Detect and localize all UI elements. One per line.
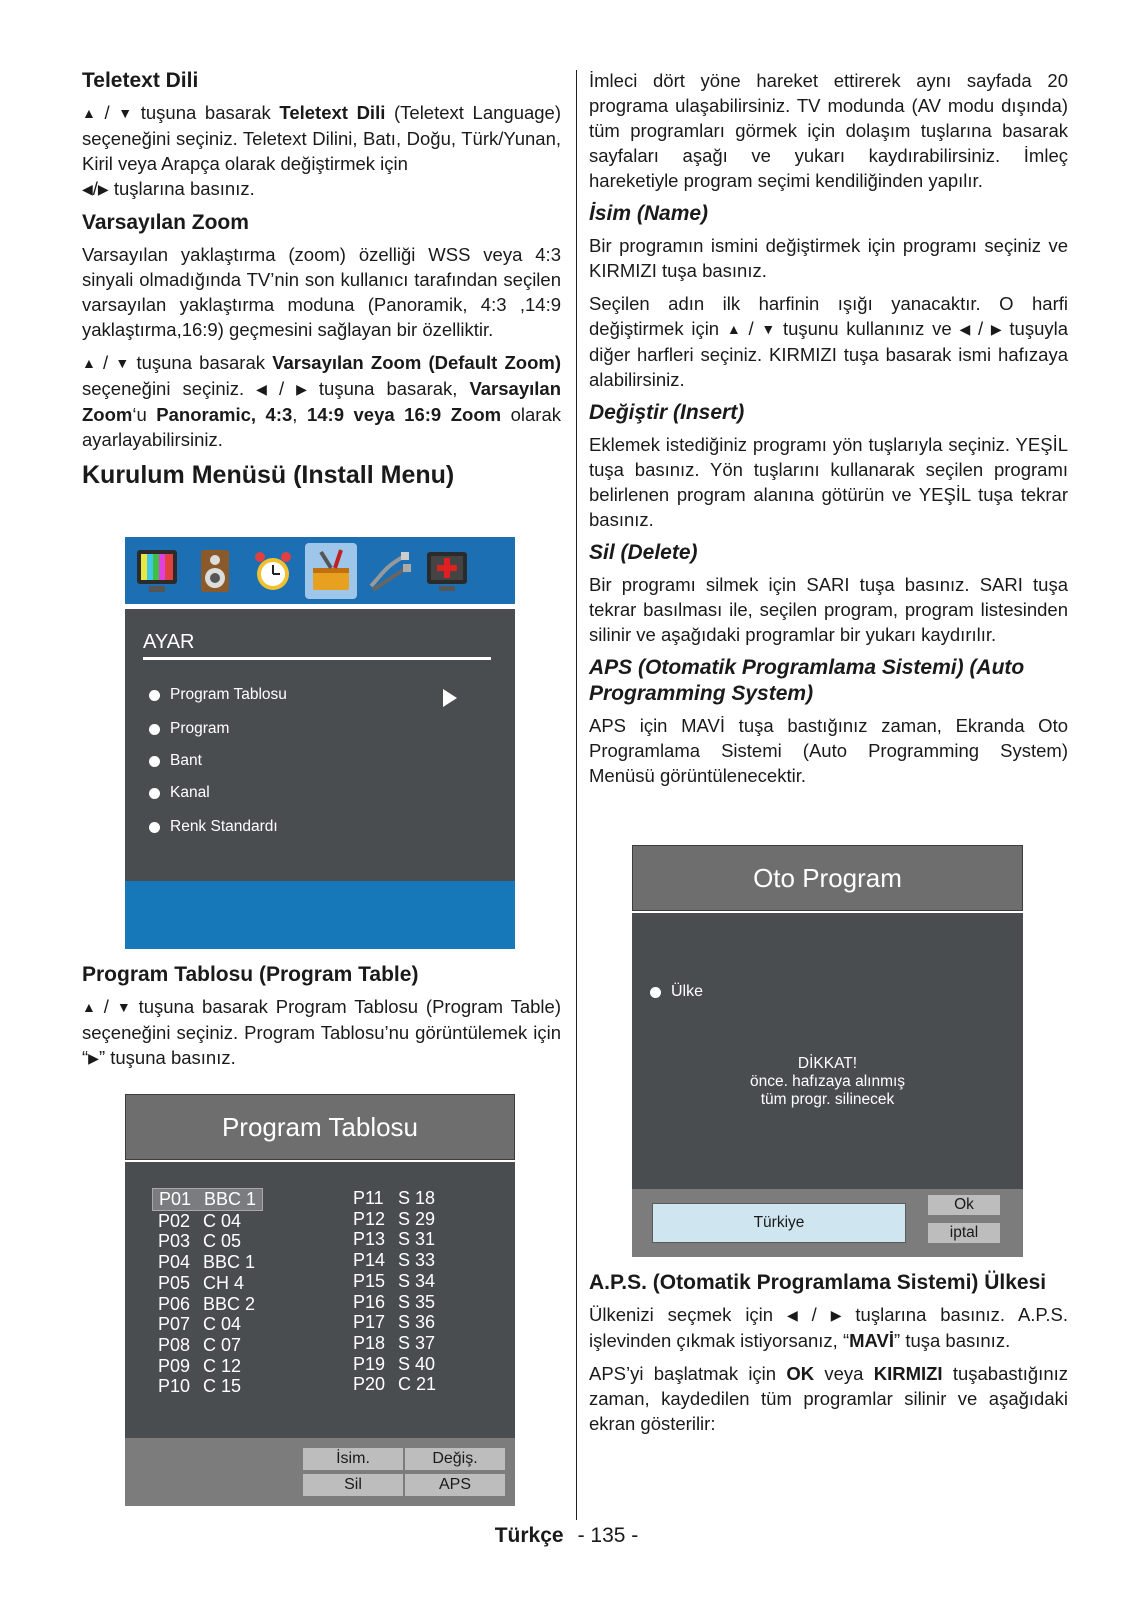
program-row[interactable]	[158, 1376, 263, 1397]
setup-icon-bar	[125, 537, 515, 604]
program-name: C 05	[203, 1231, 242, 1252]
program-number: P10	[158, 1376, 191, 1397]
name-button[interactable]: İsim.	[303, 1448, 403, 1470]
program-row[interactable]	[353, 1250, 436, 1271]
program-row[interactable]	[353, 1188, 436, 1209]
program-name: S 36	[398, 1312, 436, 1333]
tv-color-bars-icon[interactable]	[131, 543, 183, 599]
delete-paragraph: Bir programı silmek için SARI tuşa basınız. SARI tuşa tekrar basılması ile, seçilen program, program listesinden silinir ve aşağıdaki programlar bir yukarı kaydırılır.	[589, 574, 1068, 645]
bullet-icon	[149, 788, 160, 799]
insert-button[interactable]: Değiş.	[405, 1448, 505, 1470]
program-name: BBC 2	[203, 1293, 256, 1314]
program-number: P13	[353, 1229, 386, 1250]
program-number: P11	[353, 1188, 384, 1208]
program-column-1	[158, 1188, 263, 1397]
aps-paragraph: APS için MAVİ tuşa bastığınız zaman, Ekranda Oto Programlama Sistemi (Auto Programming System) Menüsü görüntülenecektir.	[589, 715, 1068, 786]
teletext-heading: Teletext Dili	[82, 69, 199, 92]
program-name: C 04	[203, 1314, 242, 1335]
bullet-icon	[650, 987, 661, 998]
setup-item-renk-standardi[interactable]: Renk Standardı	[149, 818, 278, 836]
program-row[interactable]	[158, 1273, 263, 1294]
aps-country-paragraph-1: Ülkenizi seçmek için ◀ / ▶ tuşlarına basınız. A.P.S. işlevinden çıkmak istiyorsanız, “MAVİ” tuşa basınız.	[589, 1304, 1068, 1351]
program-table-title: Program Tablosu	[125, 1094, 515, 1160]
auto-program-footer	[632, 1189, 1023, 1257]
aps-button[interactable]: APS	[405, 1474, 505, 1496]
setup-item-program-tablosu[interactable]: Program Tablosu	[149, 686, 287, 704]
program-number: P06	[158, 1293, 191, 1314]
alarm-clock-icon[interactable]	[247, 543, 299, 599]
speaker-icon[interactable]	[189, 543, 241, 599]
delete-heading: Sil (Delete)	[589, 541, 698, 564]
right-arrow-icon: ▶	[97, 181, 109, 197]
zoom-paragraph-1: Varsayılan yaklaştırma (zoom) özelliği WSS veya 4:3 sinyali olmadığında TV’nin son kullanıcı tarafından seçilen varsayılan yaklaştırma moduna (Panoramik, 4:3 ,14:9 yaklaştırma,16:9) geçmesini sağlayan bir özelliktir.	[82, 244, 561, 340]
zoom-paragraph-2: ▲ / ▼ tuşuna basarak Varsayılan Zoom (Default Zoom) seçeneğini seçiniz. ◀ / ▶ tuşuna basarak, Varsayılan Zoom‘u Panoramic, 4:3, 14:9 veya 16:9 Zoom olarak ayarlayabilirsiniz.	[82, 352, 562, 450]
ptable-heading: Program Tablosu (Program Table)	[82, 963, 419, 986]
program-row[interactable]	[158, 1231, 263, 1252]
right-arrow-icon: ▶	[830, 1307, 842, 1323]
program-name: BBC 1	[203, 1252, 256, 1273]
left-arrow-icon: ◀	[82, 181, 93, 197]
page-footer	[0, 1524, 1133, 1548]
program-row[interactable]	[158, 1314, 263, 1335]
program-number: P20	[353, 1374, 386, 1395]
name-heading: İsim (Name)	[589, 202, 709, 225]
bullet-icon	[149, 724, 160, 735]
insert-paragraph: Eklemek istediğiniz programı yön tuşlarıyla seçiniz. YEŞİL tuşa basınız. Yön tuşlarını kullanarak seçilen programı belirlenen program alanına götürün ve YEŞİL tuşa tekrar basınız.	[589, 434, 1068, 530]
left-arrow-icon: ◀	[959, 321, 971, 337]
program-row[interactable]	[353, 1312, 436, 1333]
program-row[interactable]	[158, 1211, 263, 1232]
footer-language: Türkçe	[494, 1524, 564, 1547]
bullet-icon	[149, 690, 160, 701]
program-row[interactable]	[353, 1292, 436, 1313]
aps-country-heading: A.P.S. (Otomatik Programlama Sistemi) Ülkesi	[589, 1271, 1047, 1294]
insert-heading: Değiştir (Insert)	[589, 401, 745, 424]
program-number: P12	[353, 1208, 386, 1229]
ptable-paragraph: ▲ / ▼ tuşuna basarak Program Tablosu (Program Table) seçeneğini seçiniz. Program Tablosu’nu görüntülemek için “▶” tuşuna basınız.	[82, 994, 561, 1071]
program-name: S 35	[398, 1291, 436, 1312]
program-name: S 34	[398, 1270, 436, 1291]
program-table-footer	[125, 1438, 515, 1506]
program-number: P15	[353, 1270, 386, 1291]
right-arrow-icon: ▶	[296, 381, 307, 397]
setup-item-bant[interactable]: Bant	[149, 752, 202, 770]
left-column	[82, 68, 561, 502]
down-arrow-icon: ▼	[761, 321, 776, 337]
program-number: P18	[353, 1332, 386, 1353]
program-number: P14	[353, 1250, 386, 1271]
down-arrow-icon: ▼	[115, 355, 130, 371]
up-arrow-icon: ▲	[82, 999, 96, 1015]
program-row[interactable]	[353, 1271, 436, 1292]
program-table-screen	[125, 1094, 515, 1506]
setup-menu-title: AYAR	[143, 631, 195, 653]
setup-item-kanal[interactable]: Kanal	[149, 784, 210, 802]
program-row[interactable]	[353, 1374, 436, 1395]
program-name: S 29	[398, 1208, 436, 1229]
program-row[interactable]	[353, 1354, 436, 1375]
program-number: P04	[158, 1252, 191, 1273]
cables-icon[interactable]	[363, 543, 415, 599]
right-column	[589, 68, 1068, 796]
setup-item-program[interactable]: Program	[149, 720, 229, 738]
country-option[interactable]: Ülke	[650, 983, 703, 1001]
program-number: P19	[353, 1353, 386, 1374]
program-name: CH 4	[203, 1272, 245, 1293]
program-row[interactable]	[353, 1229, 436, 1250]
program-number: P17	[353, 1312, 386, 1333]
program-row[interactable]	[158, 1294, 263, 1315]
down-arrow-icon: ▼	[118, 105, 133, 121]
install-menu-heading: Kurulum Menüsü (Install Menu)	[82, 461, 455, 489]
program-row[interactable]	[158, 1252, 263, 1273]
program-number: P02	[158, 1210, 191, 1231]
program-name: S 31	[398, 1229, 436, 1250]
down-arrow-icon: ▼	[116, 999, 131, 1015]
teletext-paragraph: ▲ / ▼ tuşuna basarak Teletext Dili (Teletext Language) seçeneğini seçiniz. Teletext Dilini, Batı, Doğu, Türk/Yunan, Kiril veya Arapça olarak değiştirmek için ◀/▶ tuşlarına basınız.	[82, 100, 561, 202]
name-paragraph-2: Seçilen adın ilk harfinin ışığı yanacaktır. O harfi değiştirmek için ▲ / ▼ tuşunu kullanınız ve ◀ / ▶ tuşuyla diğer harfleri seçiniz. KIRMIZI tuşa basarak ismi hafızaya alabilirsiniz.	[589, 293, 1069, 390]
setup-title-underline	[143, 657, 491, 660]
program-name: C 07	[203, 1334, 242, 1355]
auto-program-title: Oto Program	[632, 845, 1023, 911]
program-name: S 18	[398, 1188, 436, 1208]
aps-heading: APS (Otomatik Programlama Sistemi) (Auto Programming System)	[589, 656, 1025, 705]
auto-program-panel	[632, 913, 1023, 1189]
program-column-2	[353, 1188, 436, 1395]
delete-button[interactable]: Sil	[303, 1474, 403, 1496]
right-arrow-icon: ▶	[88, 1050, 99, 1066]
left-arrow-icon: ◀	[786, 1307, 798, 1323]
toolbox-icon[interactable]	[305, 543, 357, 599]
left-arrow-icon: ◀	[256, 381, 267, 397]
program-table-list	[125, 1162, 515, 1438]
program-row[interactable]	[353, 1333, 436, 1354]
program-row[interactable]	[353, 1209, 436, 1230]
column-divider	[576, 70, 577, 1520]
page-number: - 135 -	[577, 1524, 639, 1547]
cancel-button[interactable]: iptal	[928, 1223, 1000, 1243]
program-row[interactable]	[158, 1335, 263, 1356]
setup-menu-panel	[125, 609, 515, 881]
program-name: C 12	[203, 1355, 242, 1376]
program-number: P03	[158, 1231, 191, 1252]
right-arrow-icon: ▶	[990, 321, 1002, 337]
intro-paragraph: İmleci dört yöne hareket ettirerek aynı sayfada 20 programa ulaşabilirsiniz. TV modunda (AV modu dışında) tüm programları görmek için dolaşım tuşlarına basarak sayfaları aşağı ve yukarı kaydırabilirsiniz. İmleç hareketiyle program seçimi kendiliğinden yapılır.	[589, 70, 1068, 191]
country-field[interactable]: Türkiye	[652, 1203, 906, 1243]
program-row[interactable]	[152, 1188, 263, 1211]
program-name: C 15	[203, 1376, 242, 1397]
program-name: S 37	[398, 1332, 436, 1353]
tv-plus-icon[interactable]	[421, 543, 473, 599]
program-name: S 40	[398, 1353, 436, 1374]
aps-country-section	[589, 1270, 1068, 1444]
program-name: BBC 1	[204, 1189, 257, 1209]
setup-menu-screen	[125, 537, 515, 949]
program-row[interactable]	[158, 1356, 263, 1377]
aps-country-paragraph-2: APS’yi başlatmak için OK veya KIRMIZI tuşabastığınız zaman, kaydedilen tüm programlar silinir ve aşağıdaki ekran gösterilir:	[589, 1363, 1069, 1434]
program-number: P05	[158, 1272, 191, 1293]
program-number: P16	[353, 1291, 386, 1312]
program-number: P01	[159, 1189, 192, 1209]
setup-menu-footer	[125, 881, 515, 949]
bullet-icon	[149, 822, 160, 833]
name-paragraph-1: Bir programın ismini değiştirmek için programı seçiniz ve KIRMIZI tuşa basınız.	[589, 235, 1068, 281]
program-number: P09	[158, 1355, 191, 1376]
bullet-icon	[149, 756, 160, 767]
program-number: P07	[158, 1314, 191, 1335]
zoom-heading: Varsayılan Zoom	[82, 211, 249, 234]
program-name: C 04	[203, 1210, 242, 1231]
warning-message: DİKKAT! önce. hafızaya alınmış tüm progr. silinecek	[749, 1055, 906, 1108]
ok-button[interactable]: Ok	[928, 1195, 1000, 1215]
up-arrow-icon: ▲	[82, 105, 96, 121]
up-arrow-icon: ▲	[82, 355, 96, 371]
submenu-arrow-icon	[443, 689, 457, 707]
up-arrow-icon: ▲	[726, 321, 741, 337]
program-name: C 21	[398, 1374, 437, 1395]
program-name: S 33	[398, 1250, 436, 1271]
program-number: P08	[158, 1334, 191, 1355]
auto-program-screen	[632, 845, 1023, 1257]
ptable-section	[82, 962, 561, 1079]
